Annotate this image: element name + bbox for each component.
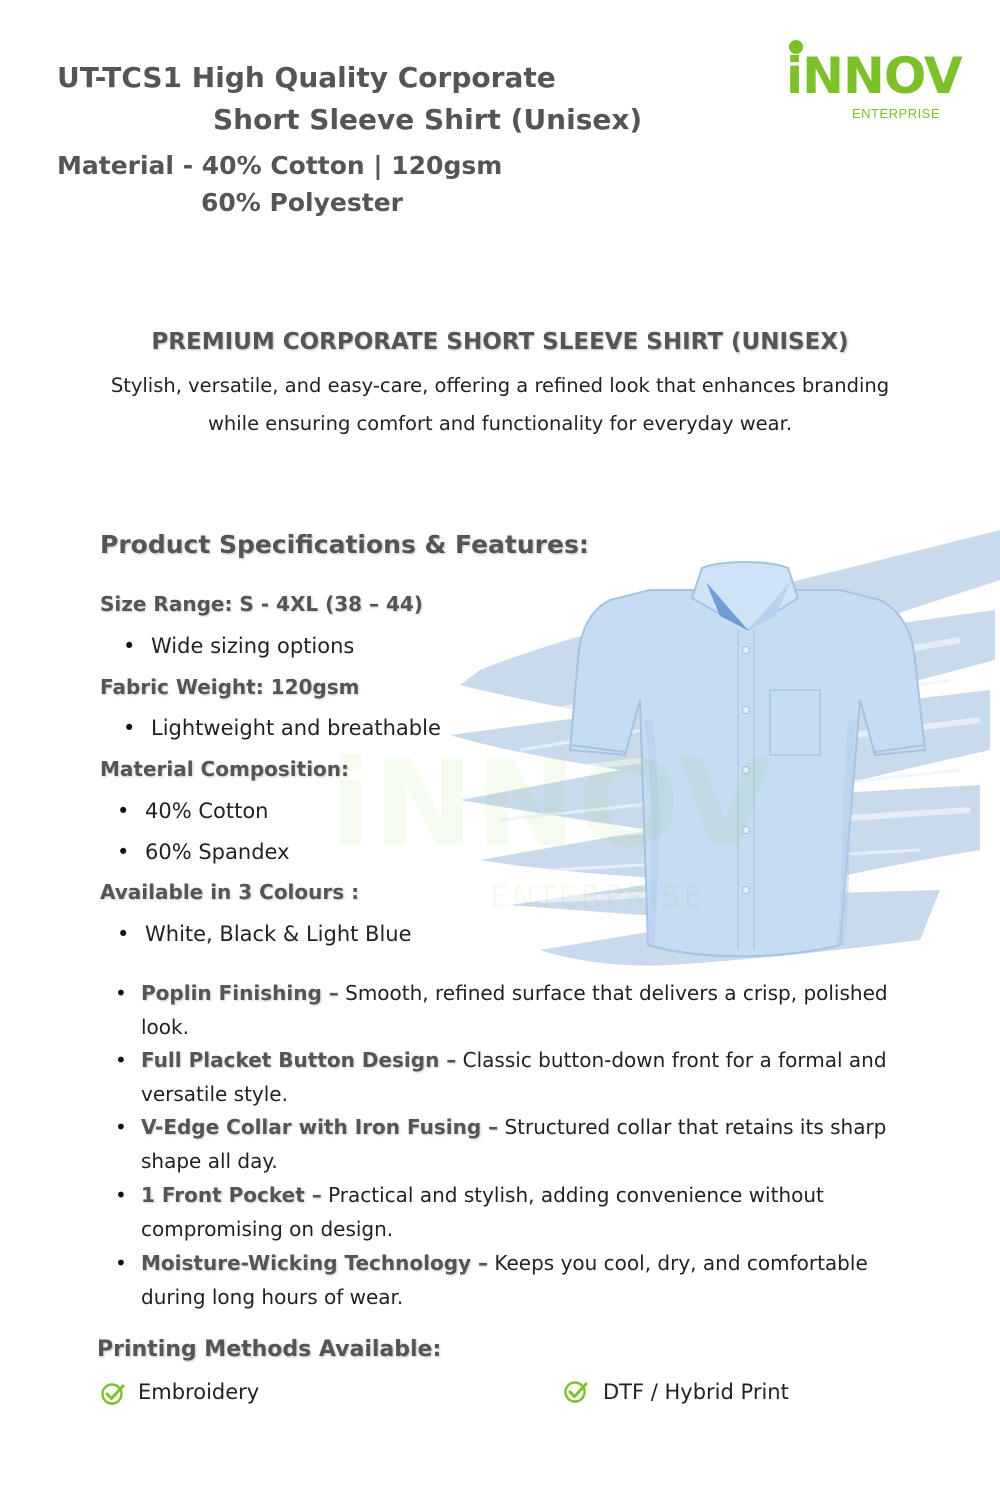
logo-subtitle: ENTERPRISE <box>852 106 941 121</box>
product-title-line-1: UT-TCS1 High Quality Corporate <box>57 61 556 94</box>
feature-name: V-Edge Collar with Iron Fusing – <box>141 1115 499 1139</box>
material-bullet-cotton: • 40% Cotton <box>145 796 269 826</box>
material-line-2: 60% Polyester <box>201 188 403 217</box>
specs-heading: Product Specifications & Features: <box>100 530 589 559</box>
feature-name: 1 Front Pocket – <box>141 1183 322 1207</box>
watermark-subtitle: ENTERPRISE <box>490 880 706 915</box>
logo-wordmark: iNNOV <box>786 47 962 105</box>
intro-description: Stylish, versatile, and easy-care, offering a refined look that enhances branding while ensuring comfort and functionality for everyday wear. <box>110 374 890 435</box>
fabric-weight-label: Fabric Weight: 120gsm <box>100 675 360 699</box>
check-circle-icon <box>563 1379 589 1405</box>
feature-text: Classic button-down front for a formal and versatile style. <box>141 1048 887 1106</box>
feature-text: Structured collar that retains its sharp shape all day. <box>141 1115 887 1173</box>
material-line-1: Material - 40% Cotton | 120gsm <box>57 151 503 180</box>
colours-label: Available in 3 Colours : <box>100 880 360 904</box>
printing-method-embroidery: Embroidery <box>138 1380 260 1404</box>
feature-name: Poplin Finishing – <box>141 981 339 1005</box>
brand-logo <box>786 40 966 130</box>
feature-name: Moisture-Wicking Technology – <box>141 1251 489 1275</box>
feature-text: Keeps you cool, dry, and comfortable during long hours of wear. <box>141 1251 868 1309</box>
material-bullet-spandex: • 60% Spandex <box>145 837 290 867</box>
feature-item <box>141 1178 921 1246</box>
intro-heading: PREMIUM CORPORATE SHORT SLEEVE SHIRT (UNISEX) <box>151 329 849 355</box>
feature-item <box>141 1043 921 1111</box>
size-range-label: Size Range: S - 4XL (38 – 44) <box>100 592 423 616</box>
printing-heading: Printing Methods Available: <box>97 1337 442 1362</box>
material-composition-label: Material Composition: <box>100 757 350 781</box>
watermark-logo: iNNOV <box>330 735 774 874</box>
feature-text: Practical and stylish, adding convenience without compromising on design. <box>141 1183 824 1241</box>
weight-bullet: • Lightweight and breathable <box>151 713 441 743</box>
colours-bullet: • White, Black & Light Blue <box>145 919 412 949</box>
feature-item <box>141 1110 921 1178</box>
size-bullet: • Wide sizing options <box>151 631 354 661</box>
feature-name: Full Placket Button Design – <box>141 1048 457 1072</box>
feature-item <box>141 976 921 1044</box>
check-circle-icon <box>100 1381 126 1407</box>
feature-text: Smooth, refined surface that delivers a crisp, polished look. <box>141 981 888 1039</box>
printing-method-dtf: DTF / Hybrid Print <box>603 1380 789 1404</box>
product-title-line-2: Short Sleeve Shirt (Unisex) <box>213 103 643 136</box>
feature-item <box>141 1246 921 1314</box>
